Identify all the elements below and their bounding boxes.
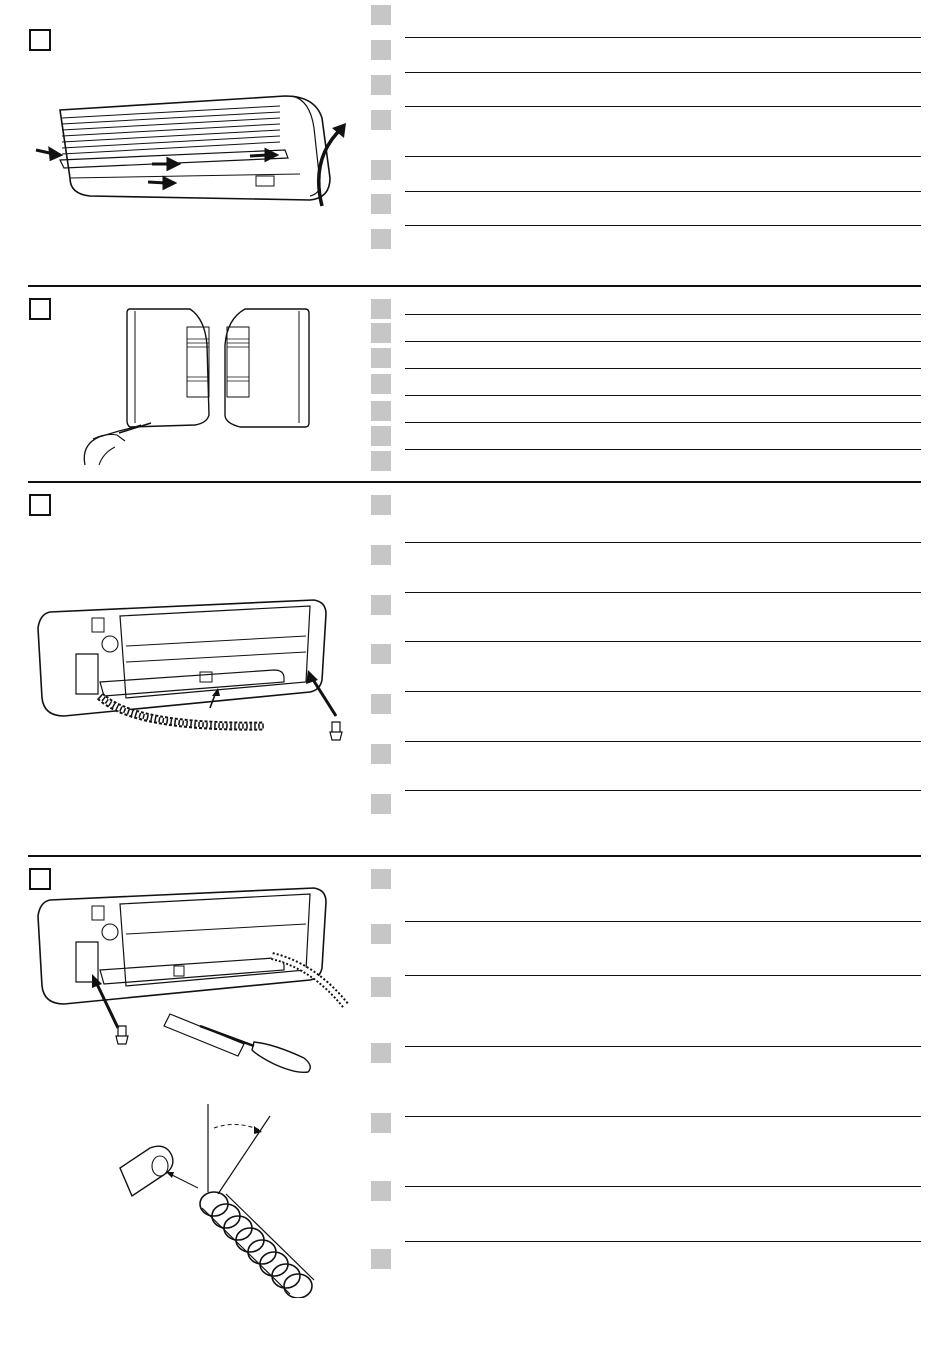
language-marker-4-7 [371,1249,391,1269]
language-marker-3-7 [371,794,391,814]
illustration-hose-insulation-angle [110,1098,360,1298]
text-rule-4-6 [405,1241,921,1242]
text-rule-1-1 [405,37,921,38]
text-rule-1-2 [405,72,921,73]
language-marker-2-6 [371,426,391,446]
text-rule-1-6 [405,225,921,226]
illustration-drain-hose-rear [34,598,359,753]
section-separator-2 [28,481,921,483]
language-marker-2-3 [371,348,391,368]
text-rule-2-2 [405,341,921,342]
language-marker-4-6 [371,1181,391,1201]
language-marker-1-4 [371,110,391,130]
language-marker-1-5 [371,160,391,180]
language-marker-1-1 [371,5,391,25]
text-rule-2-5 [405,422,921,423]
language-marker-1-3 [371,75,391,95]
text-rule-3-3 [405,641,921,642]
language-marker-2-7 [371,451,391,471]
text-rule-2-6 [405,449,921,450]
text-rule-2-3 [405,368,921,369]
text-rule-2-1 [405,314,921,315]
step-number-box-2 [29,298,51,320]
language-marker-2-2 [371,323,391,343]
language-marker-3-4 [371,644,391,664]
language-marker-4-4 [371,1043,391,1063]
text-rule-3-4 [405,691,921,692]
language-marker-2-4 [371,374,391,394]
text-rule-4-4 [405,1116,921,1117]
text-rule-4-1 [405,921,921,922]
language-marker-2-1 [371,299,391,319]
illustration-side-cover-removal [75,305,325,475]
language-marker-1-2 [371,40,391,60]
language-marker-4-2 [371,924,391,944]
illustration-drain-hose-relocation [34,886,359,1076]
text-rule-1-5 [405,191,921,192]
section-separator-3 [28,855,921,857]
text-rule-3-2 [405,592,921,593]
text-rule-3-6 [405,790,921,791]
language-marker-3-5 [371,694,391,714]
section-separator-1 [28,285,921,287]
language-marker-1-6 [371,194,391,214]
text-rule-4-3 [405,1046,921,1047]
illustration-indoor-unit-open [30,88,360,218]
text-rule-4-5 [405,1186,921,1187]
language-marker-2-5 [371,401,391,421]
language-marker-3-1 [371,495,391,515]
text-rule-1-4 [405,156,921,157]
text-rule-4-2 [405,975,921,976]
step-number-box-1 [29,29,51,51]
language-marker-4-1 [371,869,391,889]
text-rule-2-4 [405,395,921,396]
language-marker-4-3 [371,977,391,997]
language-marker-3-3 [371,595,391,615]
language-marker-3-2 [371,545,391,565]
text-rule-3-1 [405,542,921,543]
step-number-box-3 [29,494,51,516]
language-marker-3-6 [371,744,391,764]
text-rule-1-3 [405,106,921,107]
language-marker-4-5 [371,1113,391,1133]
language-marker-1-7 [371,229,391,249]
text-rule-3-5 [405,741,921,742]
